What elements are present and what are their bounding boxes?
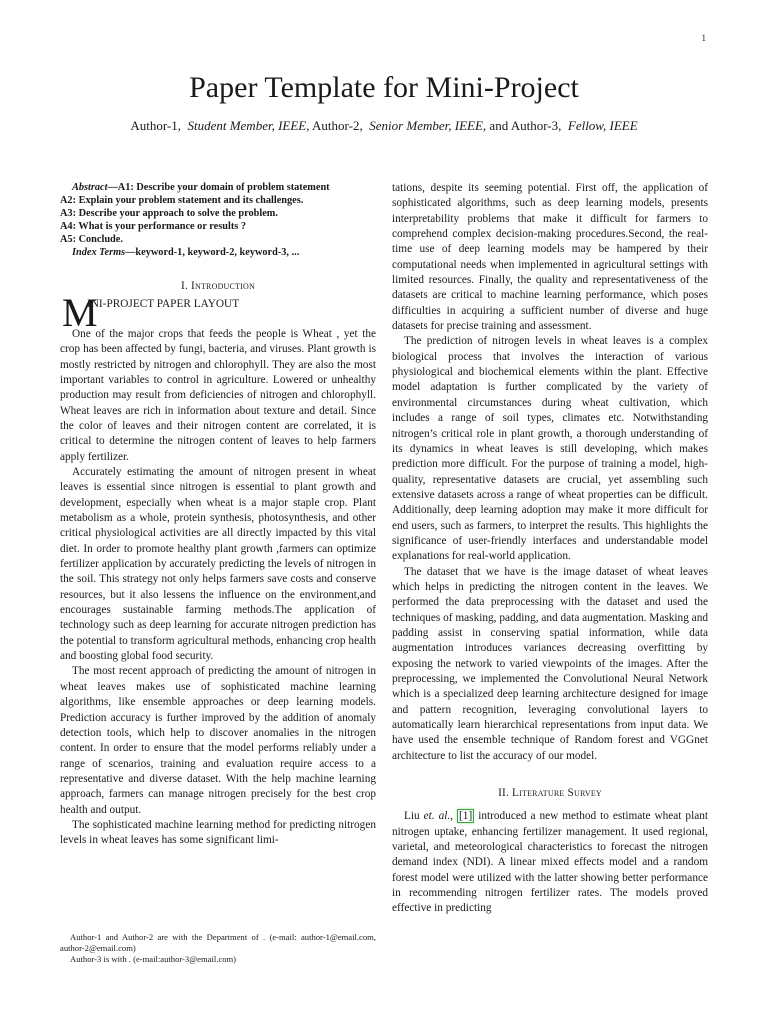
- index-terms: [60, 246, 376, 259]
- intro-paragraph-4-continued: tations, despite its seeming potential. First off, the application of sophisticated algorithms, such as deep learning models, presents interpretability problems that make it difficult for farmers to comprehend complex decision-making procedures.Second, the real-time use of deep learning models may be hampered by their computational needs when implemented in agricultural settings with limited resources. Finally, the quality and representativeness of the datasets are critical to machine learning performance, which poses difficulties in acquiring a sufficient number of diverse and huge datasets for precise training and assessment.: [392, 182, 708, 333]
- intro-paragraph-5: The prediction of nitrogen levels in wheat leaves is a complex biological process that involves the interaction of various physiological and biochemical elements within the plant. Effective model adaptation is further complicated by the variety of environmental circumstances during wheat cultivation, which includes a range of soil types, climates etc. Notwithstanding nitrogen’s critical role in plant growth, a thorough understanding of its dynamics in wheat leaves is still developing, which makes prediction more difficult. For the purpose of training a model, high-quality, representative datasets are crucial, yet assembling such extensive datasets across a range of wheat properties can be difficult. Additionally, deep learning adoption may make it more difficult for end users, such as farmers, to interpret the results. This highlights the significance of user-friendly interfaces and understandable model explanations for real-world application.: [392, 335, 708, 563]
- footnote-line-1: Author-1 and Author-2 are with the Department of . (e-mail: author-1@email.com, author-2@email.com): [60, 932, 376, 954]
- right-column: [392, 181, 708, 917]
- intro-paragraph-6: The dataset that we have is the image dataset of wheat leaves which helps in predicting the nitrogen content in the leaves. We performed the data preprocessing with the dataset and used the techniques of masking, padding, and data augmentation. Masking and padding assist in conserving spatial information, while data augmentation introduces variances decreasing overfitting by exposing the network to varied viewpoints of the images. After the preprocessing, we implemented the Convolutional Neural Network which is a specialized deep learning architecture designed for image and pattern recognition, leveraging convolutional layers to automatically learn hierarchical representations from input data. We have used the ensemble technique of Random forest and VGGnet architecture to list the accuracy of our model.: [392, 565, 708, 762]
- dropcap-line: [60, 289, 376, 335]
- author-footnote: [60, 932, 376, 966]
- intro-paragraph-2: Accurately estimating the amount of nitrogen present in wheat leaves is essential since nitrogen is essential to plant growth and development, especially when wheat is a major staple crop. Plant metabolism as a whole, protein synthesis, photosynthesis, and other critical physiological activities are all directly impacted by this vital diet. In order to promote healthy plant growth ,farmers can optimize fertilizer application by accurately predicting the levels of nitrogen in the soil. This strategy not only helps farmers save costs and conserve resources, but it also lessens the influence on the environment,and encourages sustainable farming methods.The application of technology such as deep learning for accurate nitrogen prediction has the potential to transform agricultural methods, enhancing crop health and boosting global food security.: [60, 466, 376, 663]
- lit-author: Liu: [404, 810, 424, 823]
- abstract-item-1: —A1: Describe your domain of problem statement: [107, 182, 330, 193]
- dropcap-rest: INI-PROJECT PAPER LAYOUT: [87, 297, 240, 310]
- citation-link-1[interactable]: [1]: [459, 810, 473, 823]
- author-1: Author-1,: [130, 118, 181, 133]
- dropcap-letter: M: [62, 289, 98, 335]
- abstract-item-3: A3: Describe your approach to solve the problem.: [60, 208, 278, 220]
- author-3-role: Fellow, IEEE: [567, 118, 638, 133]
- author-1-role: Student Member, IEEE,: [187, 118, 310, 133]
- index-terms-text: —keyword-1, keyword-2, keyword-3, ...: [125, 247, 300, 259]
- intro-paragraph-1: One of the major crops that feeds the people is Wheat , yet the crop has been affected by fungi, bacteria, and viruses. Plant growth is mostly restricted by nitrogen and chlorophyll. They are also the most important variables to control in agriculture. Lowered or unhealthy production may result from deficiencies of nitrogen and chlorophyll. Wheat leaves are rich in information about texture and detail. Since the color of leaves and their nitrogen content are correlated, it is critical to determine the nitrogen content of leaves to help farmers apply fertilizer.: [60, 327, 376, 463]
- lit-etal: et. al.,: [423, 810, 454, 823]
- page-number: 1: [701, 33, 706, 43]
- intro-paragraph-4: The sophisticated machine learning method for predicting nitrogen levels in wheat leaves has some significant limi-: [60, 818, 376, 847]
- lit-text: introduced a new method to estimate wheat plant nitrogen uptake, enhancing fertilizer management. It used regional, varietal, and meteorological characteristics to forecast the nitrogen demand index (NDI). A linear mixed effects model and a random forest model were utilized with the latter showing better performance in recommending nitrogen fertilizer rates. The models proved effective in predicting: [392, 810, 709, 915]
- intro-paragraph-3: The most recent approach of predicting the amount of nitrogen in wheat leaves makes use of sophisticated machine learning algorithms, like ensemble approaches or deep learning models. Prediction accuracy is further improved by the addition of anomaly detection tools, which help to discover anomalies in the nitrogen content. In order to ensure that the model performs reliably under a range of scenarios, training and evaluation require access to a representative and diverse dataset. With the help machine learning approach, farmers can manage nitrogen precisely for the best crop health and output.: [60, 665, 376, 816]
- author-line: [0, 117, 768, 134]
- author-2-role: Senior Member, IEEE,: [369, 118, 487, 133]
- section-heading-literature-survey: II. Literature Survey: [498, 787, 602, 800]
- abstract-item-2: A2: Explain your problem statement and its challenges.: [60, 195, 304, 207]
- abstract-item-4: A4: What is your performance or results ?: [60, 221, 246, 233]
- section-heading-introduction: I. Introduction: [181, 279, 255, 292]
- paper-title: Paper Template for Mini-Project: [189, 71, 579, 104]
- index-terms-label: Index Terms: [72, 247, 126, 259]
- author-2: Author-2,: [312, 118, 363, 133]
- footnote-line-2: Author-3 is with . (e-mail:author-3@email.com): [70, 954, 237, 965]
- literature-paragraph-1: [392, 809, 708, 916]
- left-column: [60, 181, 376, 849]
- abstract-label: Abstract: [72, 182, 108, 193]
- abstract-item-5: A5: Conclude.: [60, 234, 123, 246]
- author-3: and Author-3,: [489, 118, 562, 133]
- abstract: [60, 181, 376, 246]
